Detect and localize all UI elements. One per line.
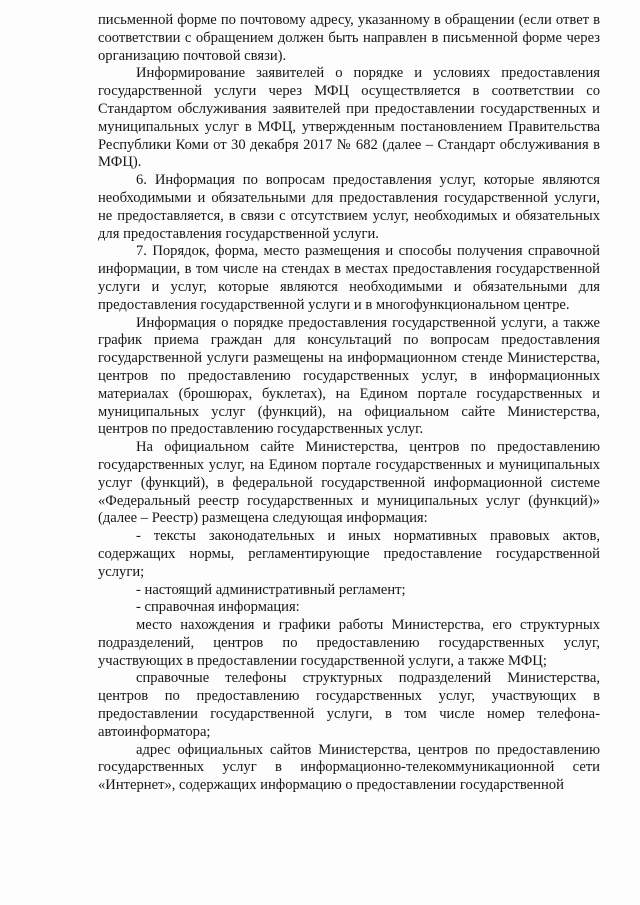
paragraph-reference-phones: справочные телефоны структурных подразделений Министерства, центров по предоставлению государственных услуг, участвующих в предоставлении государственной услуги, в том числе номер телефона-автоинформатора; (98, 670, 600, 740)
paragraph-website-addresses: адрес официальных сайтов Министерства, центров по предоставлению государственных услуг в информационно-телекоммуникационной сети «Интернет», содержащих информацию о предоставлении государственной (98, 741, 600, 794)
paragraph-postal-response: письменной форме по почтовому адресу, указанному в обращении (если ответ в соответствии с обращением должен быть направлен в письменной форме через организацию почтовой связи). (98, 12, 600, 64)
list-item-regulation: - настоящий административный регламент; (136, 581, 406, 598)
paragraph-locations-schedules: место нахождения и графики работы Министерства, его структурных подразделений, центров по предоставлению государственных услуг, участвующих в предоставлении государственной услуги, а также МФЦ; (98, 617, 600, 669)
paragraph-item-6: 6. Информация по вопросам предоставления услуг, которые являются необходимыми и обязательными для предоставления государственной услуги, не предоставляется, в связи с отсутствием услуг, необходимых и обязательных для предоставления государственной услуги. (98, 172, 600, 242)
paragraph-item-7: 7. Порядок, форма, место размещения и способы получения справочной информации, в том числе на стендах в местах предоставления государственной услуги и услуг, которые являются необходимыми и обязательными для предоставления государственной услуги и в многофункциональном центре. (98, 243, 600, 313)
list-item-reference-info: - справочная информация: (136, 599, 300, 616)
paragraph-official-site: На официальном сайте Министерства, центров по предоставлению государственных услуг, на Едином портале государственных и муниципальных услуг (функций), в федеральной государственной информационной системе «Федеральный реестр государственных и муниципальных услуг (функций)» (далее – Реестр) размещена следующая информация: (98, 439, 600, 527)
paragraph-mfc-informing: Информирование заявителей о порядке и условиях предоставления государственной услуги через МФЦ осуществляется в соответствии со Стандартом обслуживания заявителей при предоставлении государственных и муниципальных услуг в МФЦ, утвержденным постановлением Правительства Республики Коми от 30 декабря 2017 № 682 (далее – Стандарт обслуживания в МФЦ). (98, 65, 600, 171)
document-body (98, 12, 600, 795)
list-item-legal-texts: - тексты законодательных и иных нормативных правовых актов, содержащих нормы, регламентирующие предоставление государственной услуги; (98, 528, 600, 580)
paragraph-info-placement: Информация о порядке предоставления государственной услуги, а также график приема граждан для консультаций по вопросам предоставления государственной услуги размещены на информационном стенде Министерства, центров по предоставлению государственных услуг, в информационных материалах (брошюрах, буклетах), на Едином портале государственных и муниципальных услуг (функций), на официальном сайте Министерства, центров по предоставлению государственных услуг. (98, 314, 600, 438)
